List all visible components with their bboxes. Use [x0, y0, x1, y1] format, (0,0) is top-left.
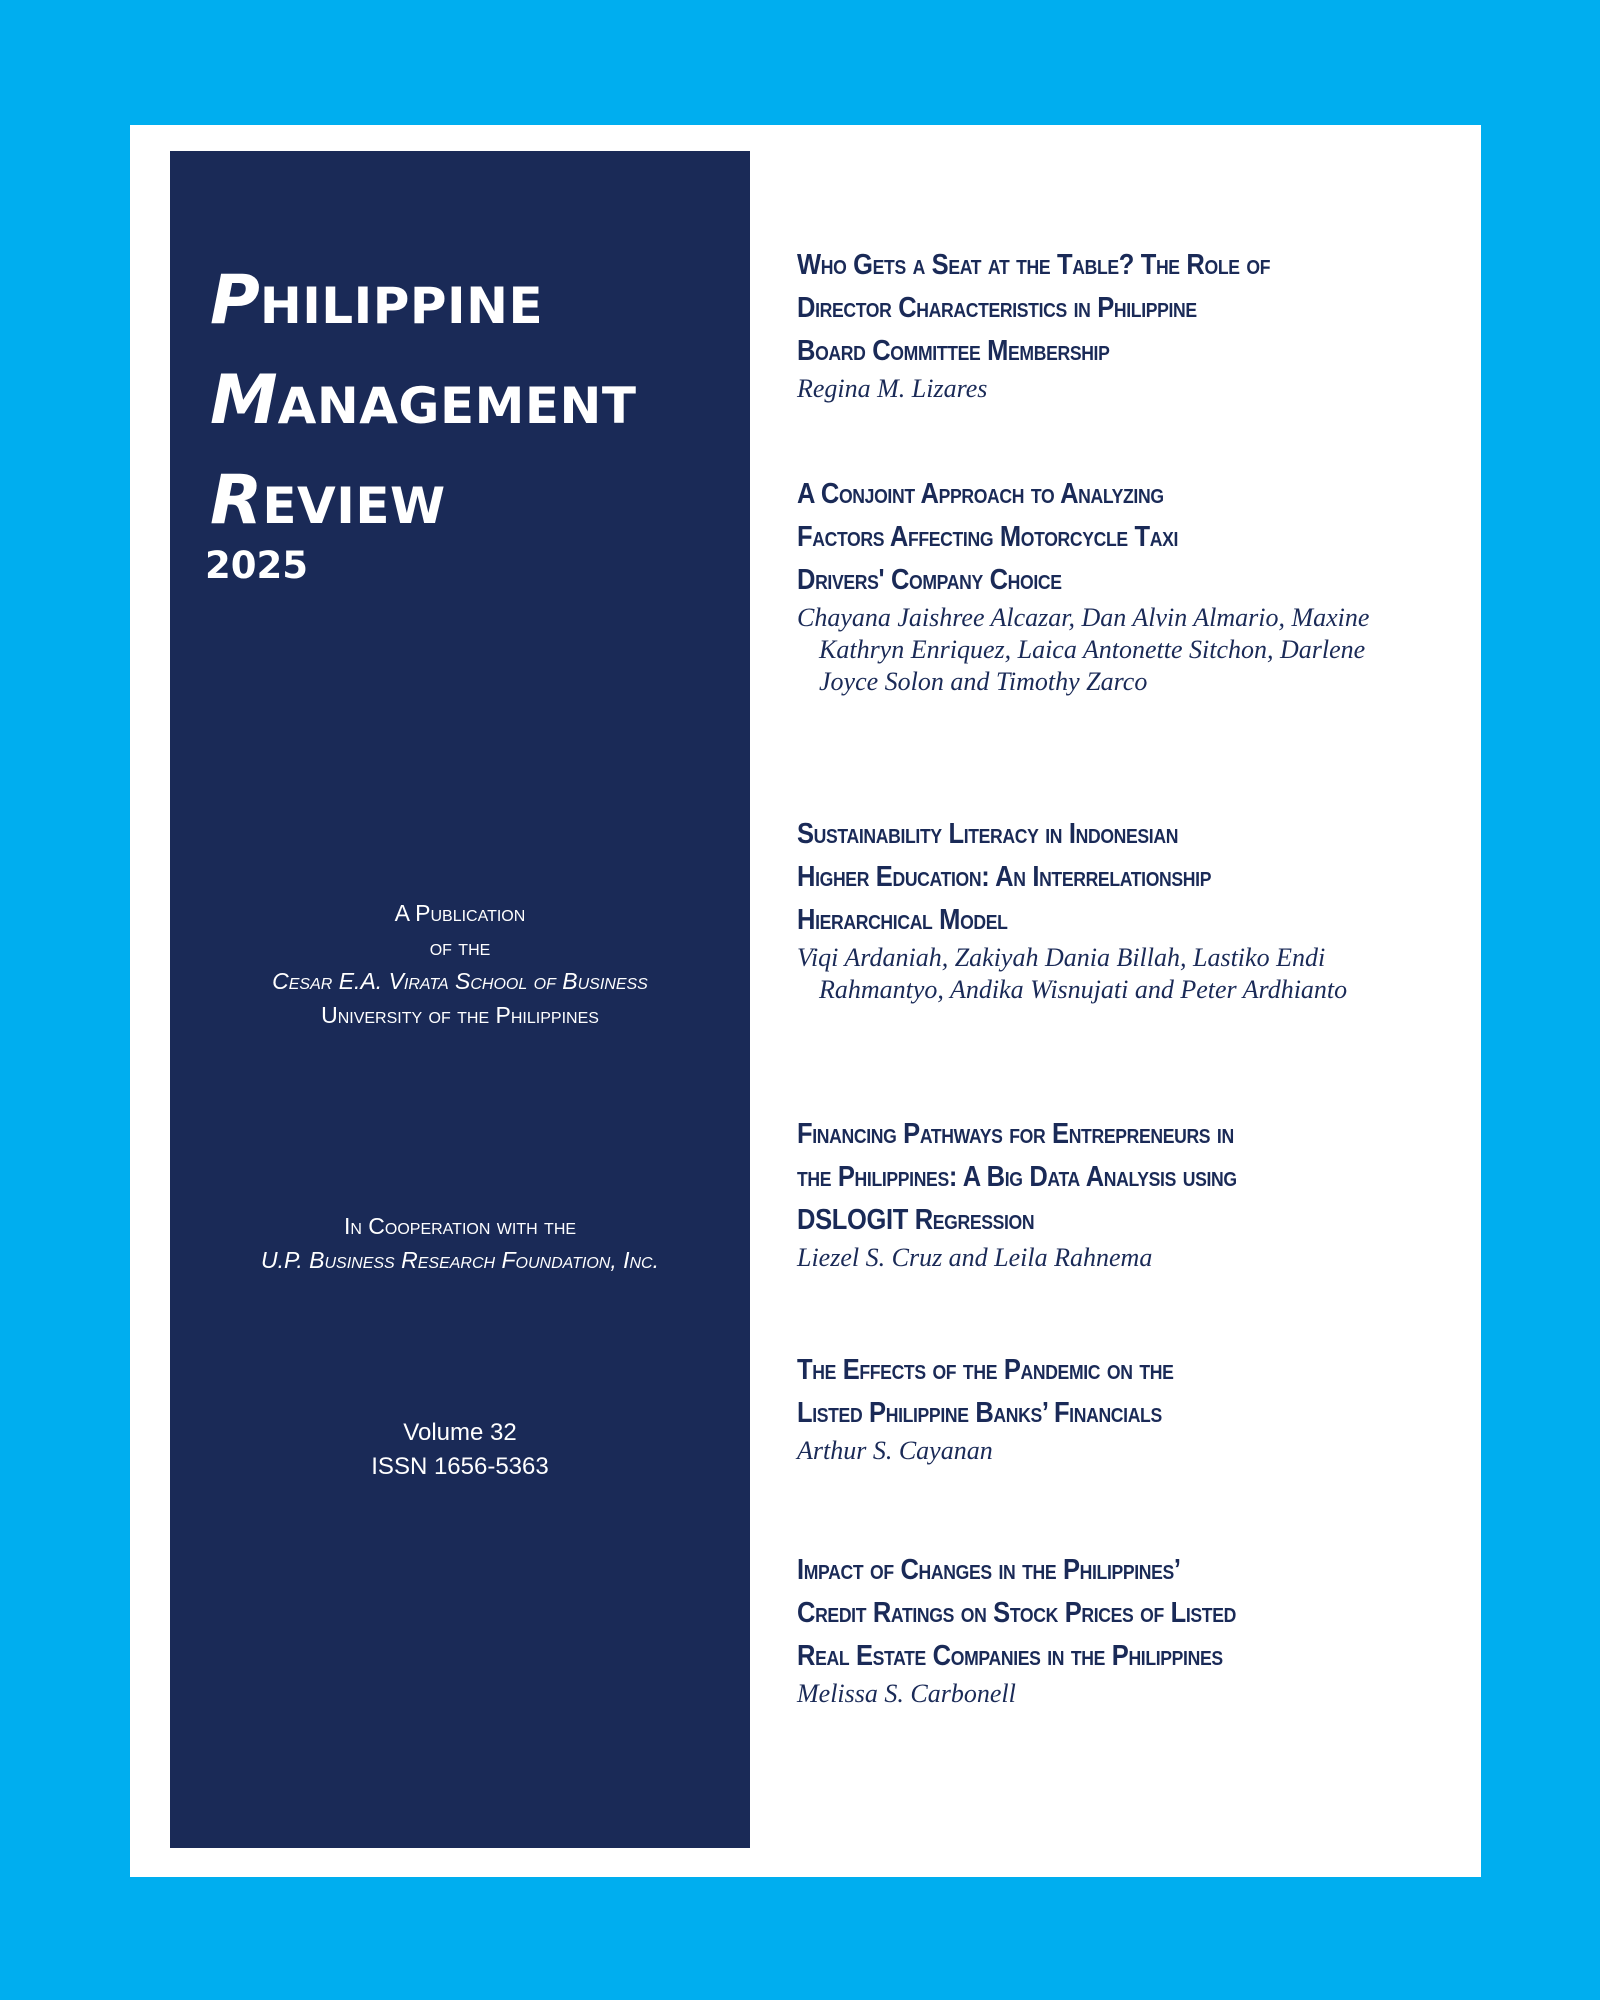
article-title: Who Gets a Seat at the Table? The Role of Director Characteristics in Philippine Board Committee Membership	[797, 249, 1271, 367]
article-entry	[797, 1549, 1457, 1710]
article-entry	[797, 244, 1457, 405]
volume-info	[170, 1416, 750, 1484]
publication-statement	[170, 896, 750, 1032]
publication-line: of the	[429, 934, 491, 960]
cooperation-foundation: U.P. Business Research Foundation, Inc.	[260, 1247, 659, 1273]
article-title: A Conjoint Approach to Analyzing Factors Affecting Motorcycle Taxi Drivers' Company Choice	[797, 478, 1179, 596]
masthead-initial: R	[210, 461, 263, 540]
article-authors: Viqi Ardaniah, Zakiyah Dania Billah, Lastiko Endi Rahmantyo, Andika Wisnujati and Peter Ardhianto	[797, 943, 1348, 1004]
article-title: Sustainability Literacy in Indonesian Higher Education: An Interrelationship Hierarchical Model	[797, 818, 1212, 936]
masthead-word: HILIPPINE	[259, 277, 544, 335]
cooperation-statement	[170, 1209, 750, 1277]
article-authors: Arthur S. Cayanan	[797, 1436, 993, 1465]
cooperation-line: In Cooperation with the	[343, 1213, 577, 1239]
cover-page	[130, 125, 1481, 1877]
article-entry	[797, 473, 1457, 698]
article-title: Financing Pathways for Entrepreneurs in the Philippines: A Big Data Analysis using DSLOGIT Regression	[797, 1118, 1237, 1236]
issn-number: ISSN 1656-5363	[371, 1453, 549, 1480]
masthead-initial: P	[210, 261, 260, 340]
article-entry	[797, 813, 1457, 1006]
article-title: Impact of Changes in the Philippines’ Credit Ratings on Stock Prices of Listed Real Estate Companies in the Philippines	[797, 1554, 1236, 1672]
masthead-line-philippine	[210, 261, 730, 376]
publisher-university: University of the Philippines	[321, 1002, 599, 1028]
article-entry	[797, 1349, 1457, 1467]
publisher-school: Cesar E.A. Virata School of Business	[272, 968, 648, 994]
cover-spine-panel	[170, 151, 750, 1848]
volume-number: Volume 32	[403, 1419, 517, 1446]
masthead-word: EVIEW	[262, 477, 446, 535]
article-title: The Effects of the Pandemic on the Listed Philippine Banks’ Financials	[797, 1354, 1174, 1429]
masthead-line-management	[210, 361, 730, 476]
article-entry	[797, 1113, 1457, 1274]
masthead-initial: M	[210, 361, 278, 440]
publication-line: A Publication	[394, 900, 526, 926]
journal-masthead	[210, 261, 730, 576]
article-authors: Regina M. Lizares	[797, 374, 988, 403]
masthead-word: ANAGEMENT	[277, 377, 637, 435]
issue-year: 2025	[205, 544, 308, 587]
article-authors: Melissa S. Carbonell	[797, 1679, 1016, 1708]
article-authors: Chayana Jaishree Alcazar, Dan Alvin Almario, Maxine Kathryn Enriquez, Laica Antonette Sitchon, Darlene Joyce Solon and Timothy Zarco	[797, 603, 1370, 696]
article-authors: Liezel S. Cruz and Leila Rahnema	[797, 1243, 1153, 1272]
